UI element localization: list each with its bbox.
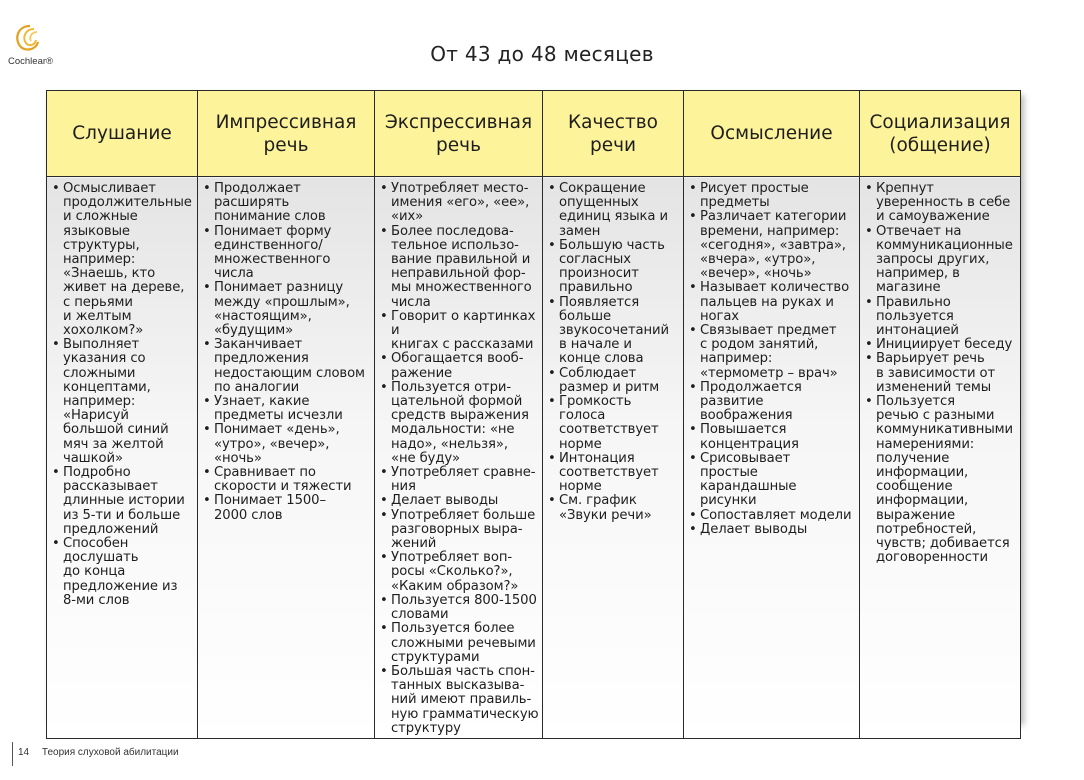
column-cell — [198, 177, 375, 739]
list-item-line: Пользуется более — [391, 621, 515, 637]
list-item-line: рисунки — [700, 493, 757, 509]
list-item — [203, 466, 371, 494]
list-item-line: средств выражения — [391, 408, 529, 424]
list-item-line: «настоящим», — [214, 308, 312, 324]
list-item-line: размер и ритм — [559, 379, 660, 395]
list-item-line: имения «его», «ее», — [391, 195, 530, 211]
list-item-line: потребностей, — [876, 521, 977, 537]
bullet-list — [203, 182, 371, 523]
list-item-line: Понимает форму — [214, 223, 332, 239]
list-item-line: Понимает «день», — [214, 422, 340, 438]
list-item-line: времени, например: — [700, 223, 840, 239]
list-item-line: языковые — [63, 223, 130, 239]
list-item-line: например: — [63, 252, 136, 268]
list-item-line: правильно — [559, 280, 633, 296]
list-item-line: речью с разными — [876, 408, 995, 424]
page-title: От 43 до 48 месяцев — [430, 42, 654, 66]
column-header — [198, 91, 375, 177]
list-item — [380, 182, 539, 225]
list-item-line: сложными — [63, 365, 136, 381]
list-item — [548, 239, 680, 296]
list-item — [380, 381, 539, 466]
list-item-line: живет на дереве, — [63, 280, 185, 296]
list-item-line: изменений темы — [876, 379, 992, 395]
list-item-line: намерениями: — [876, 436, 975, 452]
list-item-line: 8-ми слов — [63, 592, 130, 608]
list-item-line: получение — [876, 450, 950, 466]
list-item-line: книгах с рассказами — [391, 337, 534, 353]
bullet-list — [865, 182, 1017, 565]
column-header — [860, 91, 1021, 177]
list-item — [52, 338, 194, 466]
list-item-line: разговорных выра- — [391, 521, 523, 537]
book-title: Теория слуховой абилитации — [41, 747, 179, 758]
list-item-line: сложными речевыми — [391, 635, 536, 651]
list-item-line: скорости и тяжести — [214, 479, 352, 495]
list-item-line: Сокращение — [559, 181, 646, 196]
list-item-line: соответствует — [559, 465, 659, 481]
list-item-line: например: — [63, 394, 136, 410]
list-item-line: Употребляет место- — [391, 181, 529, 196]
bullet-list — [52, 182, 194, 608]
list-item-line: Понимает 1500– — [214, 493, 326, 509]
list-item — [380, 310, 539, 353]
list-item-line: чашкой» — [63, 450, 123, 466]
list-item — [689, 210, 856, 281]
list-item-line: «Нарисуй — [63, 408, 129, 424]
list-item — [380, 594, 539, 622]
column-header — [684, 91, 860, 177]
list-item — [548, 367, 680, 395]
list-item-line: множественного — [214, 252, 331, 268]
list-item-line: Правильно — [876, 294, 951, 310]
list-item-line: и сложные — [63, 209, 138, 225]
list-item-line: Узнает, какие — [214, 394, 310, 410]
list-item-line: Интонация — [559, 450, 635, 466]
list-item-line: «Знаешь, кто — [63, 266, 156, 282]
list-item — [203, 225, 371, 282]
footer-divider — [12, 742, 13, 766]
list-item-line: замен — [559, 223, 601, 239]
list-item-line: больше — [559, 308, 611, 324]
list-item-line: модальности: «не — [391, 422, 515, 438]
list-item-line: большой синий — [63, 422, 169, 438]
list-item-line: предложения — [214, 351, 309, 367]
list-item-line: Делает выводы — [700, 521, 808, 537]
list-item-line: Различает категории — [700, 209, 847, 225]
list-item-line: коммуникационные — [876, 237, 1013, 253]
column-header-line: Импрессивная — [215, 111, 357, 133]
column-header-line: Качество — [568, 111, 658, 133]
list-item-line: Способен — [63, 536, 129, 552]
list-item-line: ражение — [391, 365, 453, 381]
list-item-line: танных высказыва- — [391, 678, 525, 694]
list-item — [689, 509, 856, 523]
list-item-line: Понимает разницу — [214, 280, 344, 296]
list-item — [380, 665, 539, 736]
list-item-line: магазине — [876, 280, 941, 296]
list-item-line: Громкость — [559, 394, 632, 410]
list-item-line: конце слова — [559, 351, 644, 367]
list-item-line: «вечер», «ночь» — [700, 266, 812, 282]
list-item — [380, 622, 539, 665]
list-item-line: неправильной фор- — [391, 266, 526, 282]
list-item — [203, 338, 371, 395]
list-item-line: Осмысливает — [63, 181, 156, 196]
list-item-line: Инициирует беседу — [876, 337, 1013, 353]
list-item-line: «вчера», «утро», — [700, 252, 816, 268]
list-item-line: мяч за желтой — [63, 436, 164, 452]
list-item-line: ную грамматическую — [391, 706, 539, 722]
list-item-line: ний имеют правиль- — [391, 692, 532, 708]
list-item-line: «утро», «вечер», — [214, 436, 330, 452]
column-header-line: Экспрессивная — [384, 111, 533, 133]
list-item-line: «ночь» — [214, 450, 262, 466]
list-item — [380, 352, 539, 380]
list-item-line: интонацией — [876, 323, 959, 339]
list-item — [865, 225, 1017, 296]
column-header-line: Осмысление — [710, 123, 833, 144]
list-item-line: расширять — [214, 195, 290, 211]
list-item-line: уверенность в себе — [876, 195, 1011, 211]
list-item — [865, 395, 1017, 565]
list-item-line: между «прошлым», — [214, 294, 350, 310]
list-item — [203, 182, 371, 225]
list-item — [548, 494, 680, 522]
list-item-line: Связывает предмет — [700, 323, 837, 339]
list-item — [203, 423, 371, 466]
list-item-line: предложение из — [63, 578, 178, 594]
list-item-line: жений — [391, 536, 437, 552]
list-item — [689, 182, 856, 210]
column-cell — [375, 177, 543, 739]
column-header — [543, 91, 684, 177]
list-item-line: «Каким образом?» — [391, 578, 519, 594]
list-item — [52, 466, 194, 537]
list-item-line: Пользуется 800-1500 — [391, 592, 537, 608]
list-item — [203, 395, 371, 423]
column-header-line: речи — [589, 134, 637, 156]
list-item — [203, 281, 371, 338]
list-item — [689, 423, 856, 451]
list-item-line: «Звуки речи» — [559, 507, 652, 523]
list-item-line: структурами — [391, 649, 480, 665]
list-item-line: «будущим» — [214, 323, 294, 339]
list-item — [689, 381, 856, 424]
list-item-line: запросы других, — [876, 252, 990, 268]
list-item-line: и самоуважение — [876, 209, 990, 225]
list-item-line: соответствует — [559, 422, 659, 438]
list-item-line: продолжительные — [63, 195, 192, 211]
column-header-line: речь — [436, 134, 481, 156]
list-item-line: Более последова- — [391, 223, 514, 239]
list-item — [380, 225, 539, 310]
list-item-line: выражение — [876, 507, 956, 523]
list-item-line: звукосочетаний — [559, 323, 669, 339]
column-cell — [860, 177, 1021, 739]
list-item — [203, 494, 371, 522]
list-item-line: указания со — [63, 351, 146, 367]
list-item — [689, 281, 856, 324]
list-item-line: Пользуется — [876, 394, 955, 410]
page-footer — [18, 747, 189, 758]
list-item-line: «термометр – врач» — [700, 365, 838, 381]
list-item-line: с родом занятий, — [700, 337, 819, 353]
list-item — [380, 509, 539, 552]
list-item-line: Появляется — [559, 294, 640, 310]
list-item-line: норме — [559, 436, 602, 452]
column-header-line: Социализация — [869, 111, 1011, 133]
column-header-line: речь — [263, 134, 309, 156]
list-item-line: карандашные — [700, 479, 797, 495]
cochlear-logo-text: Cochlear® — [8, 56, 54, 67]
column-header-line: Слушание — [72, 123, 172, 144]
list-item-line: «не буду» — [391, 450, 461, 466]
list-item-line: согласных — [559, 252, 631, 268]
list-item — [865, 338, 1017, 352]
list-item-line: например: — [700, 351, 773, 367]
list-item-line: структуру — [391, 720, 461, 736]
list-item-line: единственного/ — [214, 237, 323, 253]
list-item-line: тельное использо- — [391, 237, 519, 253]
list-item-line: Заканчивает — [214, 337, 303, 353]
list-item-line: числа — [214, 266, 254, 282]
column-cell — [47, 177, 198, 739]
list-item-line: Употребляет сравне- — [391, 465, 536, 481]
list-item — [380, 466, 539, 494]
list-item-line: числа — [391, 294, 431, 310]
list-item-line: по аналогии — [214, 379, 300, 395]
list-item — [548, 182, 680, 239]
list-item-line: Обогащается вооб- — [391, 351, 524, 367]
list-item-line: произносит — [559, 266, 639, 282]
list-item-line: Большая часть спон- — [391, 663, 535, 679]
list-item-line: опущенных — [559, 195, 639, 211]
list-item-line: Отвечает на — [876, 223, 962, 239]
column-cell — [684, 177, 860, 739]
list-item-line: концептами, — [63, 379, 151, 395]
list-item-line: предметы — [700, 195, 770, 211]
list-item-line: недостающим словом — [214, 365, 365, 381]
list-item-line: с перьями — [63, 294, 133, 310]
list-item-line: воображения — [700, 408, 793, 424]
list-item-line: например, в — [876, 266, 960, 282]
list-item-line: Подробно — [63, 465, 131, 481]
list-item-line: развитие — [700, 394, 764, 410]
list-item-line: Говорит о картинках и — [391, 308, 536, 339]
page-number: 14 — [18, 747, 30, 758]
list-item — [689, 452, 856, 509]
list-item-line: из 5-ти и больше — [63, 507, 181, 523]
list-item-line: информации, — [876, 465, 969, 481]
list-item-line: Сопоставляет модели — [700, 507, 852, 523]
list-item-line: Повышается — [700, 422, 787, 438]
list-item-line: понимание слов — [214, 209, 326, 225]
list-item-line: «их» — [391, 209, 424, 225]
list-item-line: в зависимости от — [876, 365, 996, 381]
list-item-line: Называет количество — [700, 280, 850, 296]
list-item-line: мы множественного — [391, 280, 532, 296]
list-item-line: информации, — [876, 493, 969, 509]
list-item — [380, 494, 539, 508]
list-item-line: ния — [391, 479, 416, 495]
list-item — [548, 395, 680, 452]
list-item-line: пальцев на руках и — [700, 294, 834, 310]
list-item-line: предложений — [63, 521, 159, 537]
list-item-line: норме — [559, 479, 602, 495]
list-item-line: См. график — [559, 493, 637, 509]
list-item-line: сообщение — [876, 479, 953, 495]
column-header — [375, 91, 543, 177]
list-item — [865, 352, 1017, 395]
list-item — [548, 452, 680, 495]
list-item-line: Выполняет — [63, 337, 140, 353]
list-item-line: ногах — [700, 308, 740, 324]
list-item — [380, 551, 539, 594]
bullet-list — [380, 182, 539, 736]
list-item-line: Рисует простые — [700, 181, 809, 196]
list-item-line: росы «Сколько?», — [391, 564, 513, 580]
list-item-line: словами — [391, 607, 449, 623]
list-item-line: Варьирует речь — [876, 351, 985, 367]
list-item-line: договоренности — [876, 550, 988, 566]
list-item-line: чувств; добивается — [876, 536, 1010, 552]
column-header-line: (общение) — [889, 134, 991, 156]
list-item-line: вание правильной и — [391, 252, 531, 268]
list-item-line: длинные истории — [63, 493, 185, 509]
list-item-line: Употребляет воп- — [391, 550, 512, 566]
list-item-line: надо», «нельзя», — [391, 436, 508, 452]
list-item — [548, 296, 680, 367]
list-item-line: Продолжает — [214, 181, 301, 196]
list-item-line: структуры, — [63, 237, 140, 253]
list-item-line: Употребляет больше — [391, 507, 536, 523]
list-item-line: и желтым — [63, 308, 132, 324]
list-item-line: Сравнивает по — [214, 465, 316, 481]
list-item-line: Срисовывает — [700, 450, 791, 466]
table-body-row — [47, 177, 1021, 739]
list-item-line: Большую часть — [559, 237, 665, 253]
development-table — [46, 90, 1020, 736]
list-item — [865, 296, 1017, 339]
column-header — [47, 91, 198, 177]
bullet-list — [689, 182, 856, 537]
list-item-line: Делает выводы — [391, 493, 499, 509]
list-item-line: цательной формой — [391, 394, 523, 410]
list-item-line: рассказывает — [63, 479, 158, 495]
list-item-line: хохолком?» — [63, 323, 144, 339]
list-item — [689, 324, 856, 381]
bullet-list — [548, 182, 680, 523]
table-header-row — [47, 91, 1021, 177]
list-item-line: «сегодня», «завтра», — [700, 237, 846, 253]
list-item — [689, 523, 856, 537]
list-item-line: простые — [700, 465, 758, 481]
list-item-line: коммуникативными — [876, 422, 1013, 438]
list-item-line: голоса — [559, 408, 606, 424]
list-item-line: дослушать — [63, 550, 139, 566]
column-cell — [543, 177, 684, 739]
list-item-line: до конца — [63, 564, 126, 580]
list-item-line: предметы исчезли — [214, 408, 343, 424]
list-item-line: единиц языка и — [559, 209, 668, 225]
list-item-line: пользуется — [876, 308, 954, 324]
list-item — [52, 182, 194, 338]
list-item — [52, 537, 194, 608]
list-item — [865, 182, 1017, 225]
list-item-line: Крепнут — [876, 181, 934, 196]
list-item-line: Продолжается — [700, 379, 802, 395]
list-item-line: 2000 слов — [214, 507, 283, 523]
list-item-line: концентрация — [700, 436, 799, 452]
list-item-line: Соблюдает — [559, 365, 637, 381]
list-item-line: в начале и — [559, 337, 632, 353]
list-item-line: Пользуется отри- — [391, 379, 512, 395]
